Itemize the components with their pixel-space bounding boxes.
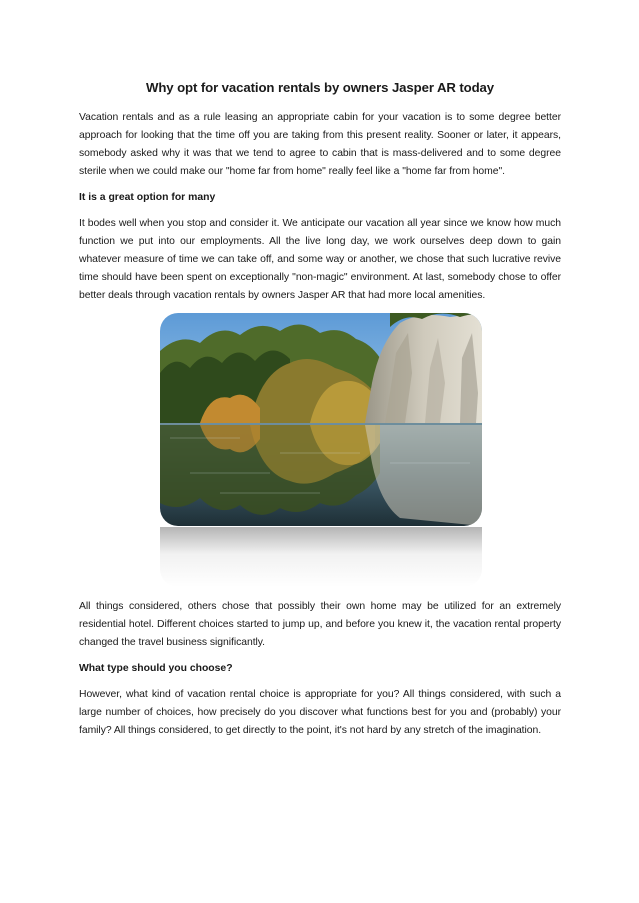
paragraph-residential: All things considered, others chose that possibly their own home may be utilized for an extremely residential hotel. Different choices started to jump up, and before you knew it, the vacation rental property changed the travel business significantly. <box>79 601 561 648</box>
river-landscape-figure <box>160 313 482 588</box>
paragraph-intro: Vacation rentals and as a rule leasing an appropriate cabin for your vacation is to some degree better approach for looking that the time off you are taking from this present reality. Sooner or later, it appears, somebody asked why it was that we tend to agree to cabin that is mass-delivered and to some degree sterile when we could make our "home far from home" really feel like a "home far from home". <box>79 112 561 177</box>
section-heading-what-type: What type should you choose? <box>79 663 233 674</box>
paragraph-great-option: It bodes well when you stop and consider it. We anticipate our vacation all year since we know how much function we put into our employments. All the live long day, we work ourselves deep down to gain whatever measure of time we can take off, and some way or another, we chose that such lucrative revive time should have been spent on exceptionally "non-magic" environment. At last, somebody chose to offer better deals through vacation rentals by owners Jasper AR that had more local amenities. <box>79 218 561 301</box>
photo-icon <box>160 313 482 526</box>
photo-reflection <box>160 527 482 587</box>
paragraph-what-type: However, what kind of vacation rental choice is appropriate for you? All things considered, with such a large number of choices, how precisely do you discover what functions best for you and (probably) your family? All things considered, to get directly to the point, it's not hard by any stretch of the imagination. <box>79 689 561 736</box>
river-landscape-photo <box>160 313 482 526</box>
document-title: Why opt for vacation rentals by owners Jasper AR today <box>145 80 495 95</box>
section-heading-great-option: It is a great option for many <box>79 192 216 203</box>
